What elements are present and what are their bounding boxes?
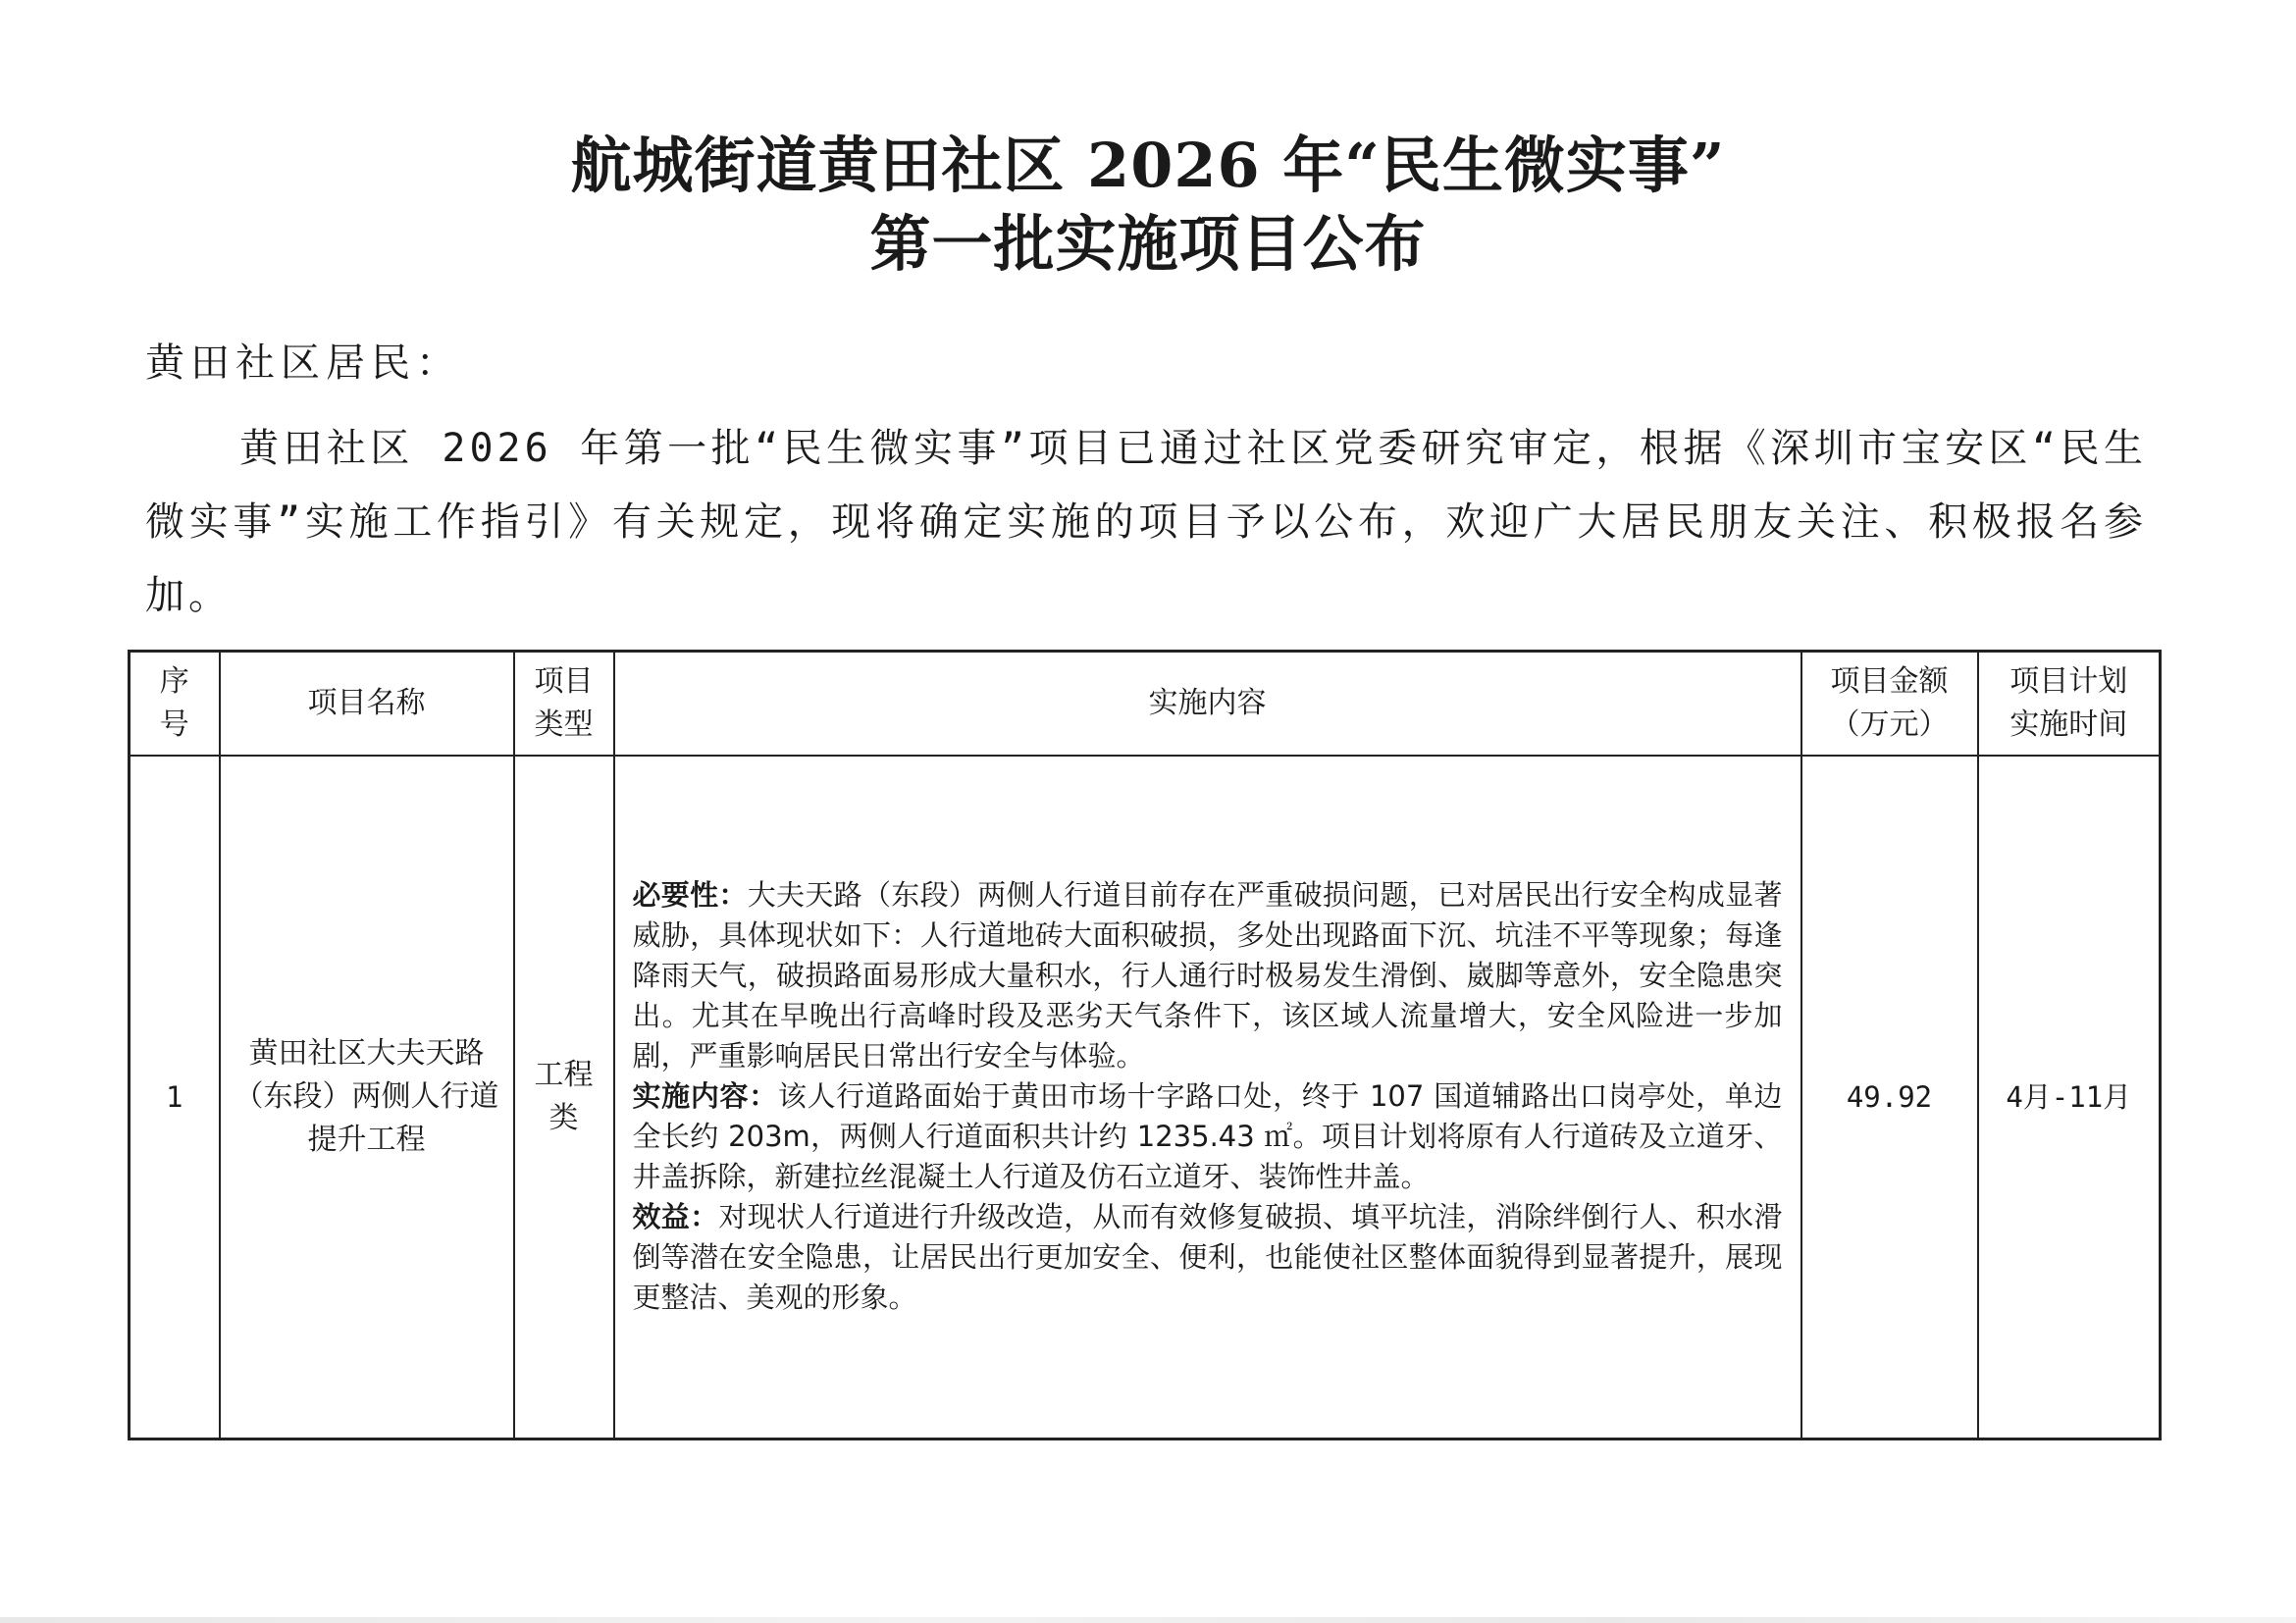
document-title-line1: 航城街道黄田社区 2026 年“民生微实事” (570, 130, 1726, 201)
row-schedule: 4月-11月 (1978, 756, 2161, 1440)
row-project-name: 黄田社区大夫天路（东段）两侧人行道提升工程 (220, 756, 514, 1440)
necessity-paragraph: 必要性：大夫天路（东段）两侧人行道目前存在严重破损问题，已对居民出行安全构成显著威胁，具体现状如下：人行道地砖大面积破损，多处出现路面下沉、坑洼不平等现象；每逢降雨天气，破损路面易形成大量积水，行人通行时极易发生滑倒、崴脚等意外，安全隐患突出。尤其在早晚出行高峰时段及恶劣天气条件下，该区域人流量增大，安全风险进一步加剧，严重影响居民日常出行安全与体验。 (632, 878, 1783, 1073)
table-header-row (130, 652, 2161, 756)
header-content: 实施内容 (614, 652, 1801, 756)
salutation: 黄田社区居民： (145, 340, 461, 386)
row-content (614, 756, 1801, 1440)
intro-paragraph: 黄田社区 2026 年第一批“民生微实事”项目已通过社区党委研究审定，根据《深圳市宝安区“民生微实事”实施工作指引》有关规定，现将确定实施的项目予以公布，欢迎广大居民朋友关注、积极报名参加。 (145, 426, 2147, 618)
row-project-type: 工程类 (514, 756, 614, 1440)
header-schedule: 项目计划实施时间 (1978, 652, 2161, 756)
row-amount: 49.92 (1801, 756, 1978, 1440)
header-type: 项目类型 (514, 652, 614, 756)
table-row (130, 756, 2161, 1440)
implementation-paragraph: 实施内容：该人行道路面始于黄田市场十字路口处，终于 107 国道辅路出口岗亭处，单边全长约 203m，两侧人行道面积共计约 1235.43 ㎡。项目计划将原有人行道砖及立道牙、井盖拆除，新建拉丝混凝土人行道及仿石立道牙、装饰性井盖。 (632, 1079, 1783, 1194)
project-table (128, 650, 2162, 1440)
scan-edge (0, 1617, 2296, 1623)
document-title-line2: 第一批实施项目公布 (869, 208, 1427, 280)
row-seq: 1 (130, 756, 220, 1440)
benefit-paragraph: 效益：对现状人行道进行升级改造，从而有效修复破损、填平坑洼，消除绊倒行人、积水滑倒等潜在安全隐患，让居民出行更加安全、便利，也能使社区整体面貌得到显著提升，展现更整洁、美观的形象。 (632, 1200, 1783, 1315)
header-amount: 项目金额（万元） (1801, 652, 1978, 756)
header-name: 项目名称 (220, 652, 514, 756)
header-seq: 序号 (130, 652, 220, 756)
